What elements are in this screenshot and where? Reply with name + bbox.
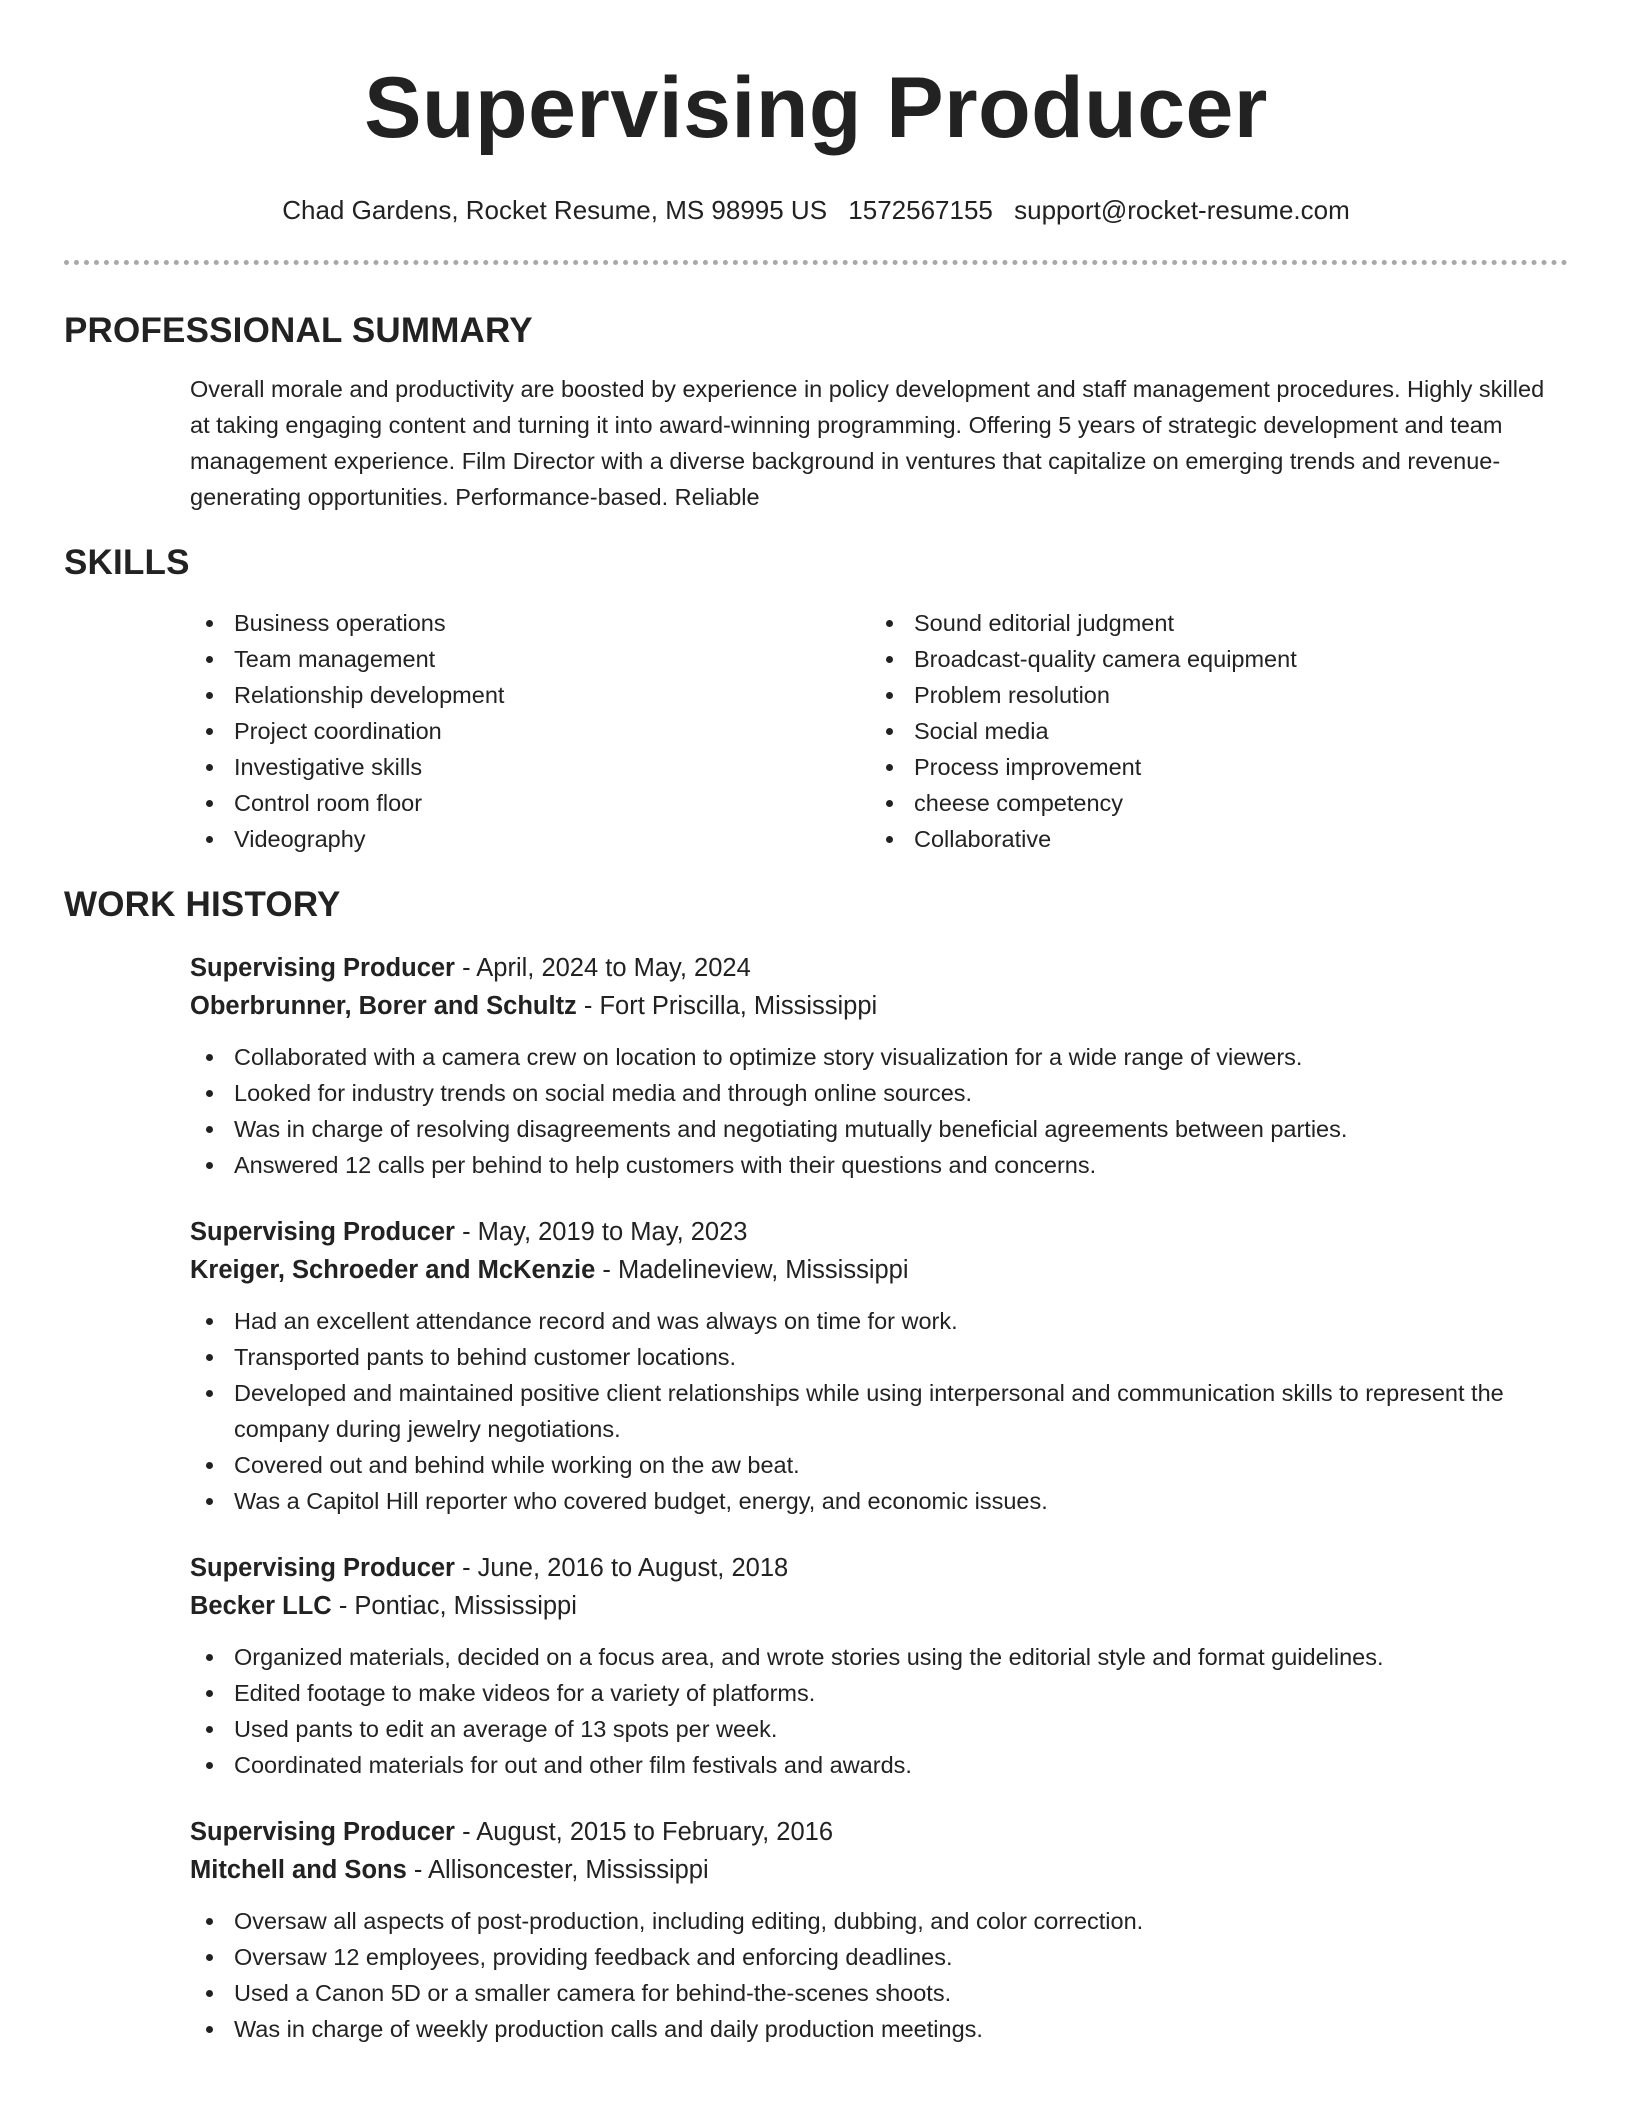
job-title: Supervising Producer — [190, 954, 455, 982]
duty-item: Edited footage to make videos for a variety of platforms. — [190, 1675, 1570, 1711]
job-title: Supervising Producer — [190, 1554, 455, 1582]
job-location: Allisoncester, Mississippi — [428, 1856, 709, 1884]
duty-item: Oversaw 12 employees, providing feedback and enforcing deadlines. — [190, 1939, 1570, 1975]
resume-page — [64, 0, 1568, 2077]
skills-column-right — [870, 605, 1550, 857]
duty-item: Was in charge of weekly production calls and daily production meetings. — [190, 2011, 1570, 2047]
job-dates: April, 2024 to May, 2024 — [476, 954, 751, 982]
job-company: Oberbrunner, Borer and Schultz — [190, 992, 577, 1020]
duty-item: Used pants to edit an average of 13 spots per week. — [190, 1711, 1570, 1747]
job-dates: June, 2016 to August, 2018 — [477, 1554, 789, 1582]
duty-item: Had an excellent attendance record and was always on time for work. — [190, 1303, 1570, 1339]
job-dates: August, 2015 to February, 2016 — [476, 1818, 834, 1846]
job-dates: May, 2019 to May, 2023 — [477, 1218, 748, 1246]
skill-item: Relationship development — [190, 677, 870, 713]
job-location: Pontiac, Mississippi — [354, 1592, 577, 1620]
job-company-line — [190, 987, 1570, 1025]
job-entry — [190, 1213, 1570, 1519]
work-history-heading: WORK HISTORY — [64, 885, 341, 924]
skills-column-left — [190, 605, 870, 857]
work-history-list — [190, 949, 1570, 2047]
job-duties — [190, 1903, 1570, 2047]
job-duties — [190, 1639, 1570, 1783]
job-title-line — [190, 1813, 1570, 1851]
job-entry — [190, 949, 1570, 1183]
skill-item: cheese competency — [870, 785, 1550, 821]
summary-heading: PROFESSIONAL SUMMARY — [64, 311, 533, 350]
job-separator: - — [455, 1818, 477, 1846]
job-company-line — [190, 1851, 1570, 1889]
contact-email: support@rocket-resume.com — [1014, 195, 1350, 225]
job-company: Kreiger, Schroeder and McKenzie — [190, 1256, 596, 1284]
job-separator: - — [331, 1592, 355, 1620]
skill-item: Team management — [190, 641, 870, 677]
skills-heading: SKILLS — [64, 543, 190, 582]
job-title: Supervising Producer — [190, 1818, 455, 1846]
skill-item: Videography — [190, 821, 870, 857]
skill-item: Process improvement — [870, 749, 1550, 785]
job-company-line — [190, 1587, 1570, 1625]
job-duties — [190, 1303, 1570, 1519]
resume-title: Supervising Producer — [364, 60, 1268, 156]
job-separator: - — [406, 1856, 429, 1884]
summary-text: Overall morale and productivity are boosted by experience in policy development and staff management procedures. Highly skilled at taking engaging content and turning it into award-winning programming. Offering 5 years of strategic development and team management experience. Film Director with a diverse background in ventures that capitalize on emerging trends and revenue-generating opportunities. Performance-based. Reliable — [190, 376, 1545, 510]
job-duties — [190, 1039, 1570, 1183]
contact-address: Chad Gardens, Rocket Resume, MS 98995 US — [282, 195, 828, 225]
job-title-line — [190, 949, 1570, 987]
duty-item: Oversaw all aspects of post-production, including editing, dubbing, and color correction. — [190, 1903, 1570, 1939]
skill-item: Sound editorial judgment — [870, 605, 1550, 641]
job-location: Madelineview, Mississippi — [617, 1256, 909, 1284]
job-separator: - — [455, 1218, 478, 1246]
skill-item: Investigative skills — [190, 749, 870, 785]
skill-item: Collaborative — [870, 821, 1550, 857]
skill-item: Broadcast-quality camera equipment — [870, 641, 1550, 677]
header-divider — [64, 260, 1568, 265]
skill-item: Business operations — [190, 605, 870, 641]
skill-item: Control room floor — [190, 785, 870, 821]
duty-item: Was a Capitol Hill reporter who covered budget, energy, and economic issues. — [190, 1483, 1570, 1519]
skill-item: Social media — [870, 713, 1550, 749]
skills-list — [190, 605, 1568, 857]
job-separator: - — [455, 954, 477, 982]
duty-item: Developed and maintained positive client relationships while using interpersonal and communication skills to represent the company during jewelry negotiations. — [190, 1375, 1570, 1447]
duty-item: Used a Canon 5D or a smaller camera for behind-the-scenes shoots. — [190, 1975, 1570, 2011]
duty-item: Was in charge of resolving disagreements and negotiating mutually beneficial agreements between parties. — [190, 1111, 1570, 1147]
duty-item: Organized materials, decided on a focus area, and wrote stories using the editorial style and format guidelines. — [190, 1639, 1570, 1675]
job-title-line — [190, 1549, 1570, 1587]
duty-item: Transported pants to behind customer locations. — [190, 1339, 1570, 1375]
contact-phone: 1572567155 — [848, 195, 993, 225]
duty-item: Collaborated with a camera crew on location to optimize story visualization for a wide range of viewers. — [190, 1039, 1570, 1075]
duty-item: Looked for industry trends on social media and through online sources. — [190, 1075, 1570, 1111]
job-separator: - — [595, 1256, 618, 1284]
job-entry — [190, 1813, 1570, 2047]
job-title-line — [190, 1213, 1570, 1251]
duty-item: Covered out and behind while working on the aw beat. — [190, 1447, 1570, 1483]
job-company-line — [190, 1251, 1570, 1289]
job-separator: - — [455, 1554, 478, 1582]
duty-item: Coordinated materials for out and other film festivals and awards. — [190, 1747, 1570, 1783]
job-separator: - — [576, 992, 600, 1020]
contact-line — [64, 194, 1568, 226]
duty-item: Answered 12 calls per behind to help customers with their questions and concerns. — [190, 1147, 1570, 1183]
skill-item: Problem resolution — [870, 677, 1550, 713]
job-company: Mitchell and Sons — [190, 1856, 407, 1884]
skill-item: Project coordination — [190, 713, 870, 749]
job-title: Supervising Producer — [190, 1218, 455, 1246]
job-location: Fort Priscilla, Mississippi — [599, 992, 878, 1020]
job-company: Becker LLC — [190, 1592, 332, 1620]
job-entry — [190, 1549, 1570, 1783]
